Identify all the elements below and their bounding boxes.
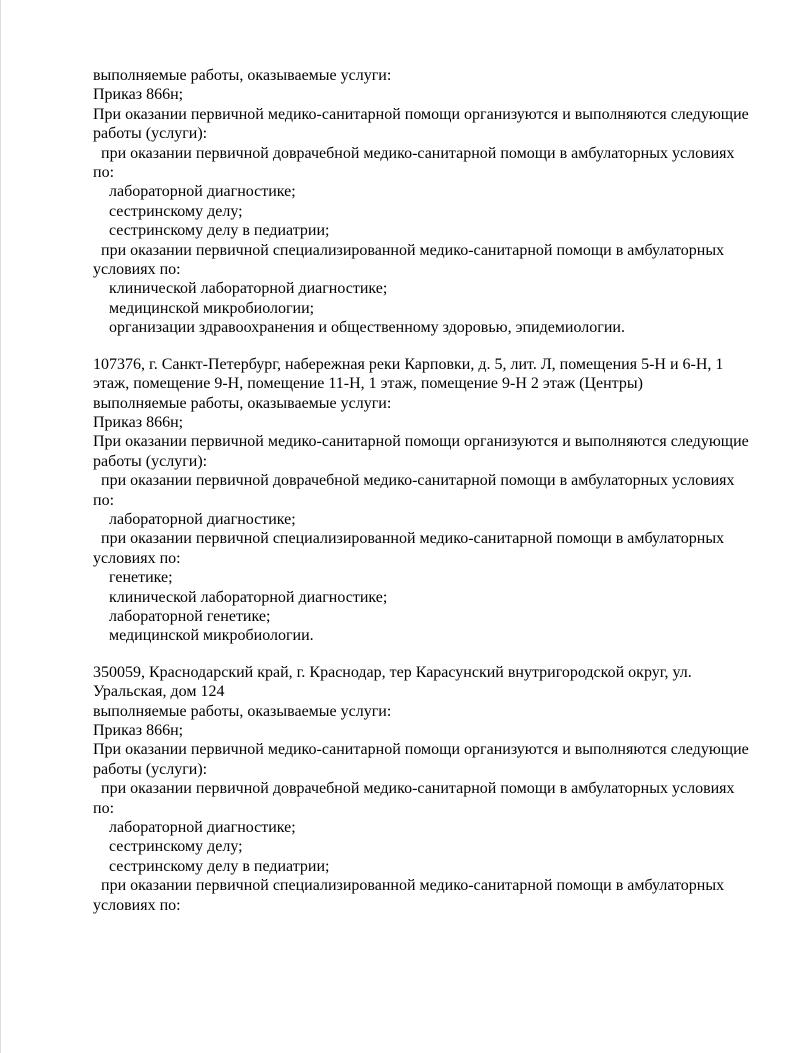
text-line: сестринскому делу; (93, 838, 243, 856)
license-address-block-krasnodar (93, 663, 748, 915)
text-line: лабораторной генетике; (93, 607, 271, 625)
text-line: работы (услуги): (93, 760, 208, 778)
text-line: по: (93, 799, 115, 817)
text-line: по: (93, 164, 115, 182)
text-line: сестринскому делу; (93, 202, 243, 220)
text-line: Приказ 866н; (93, 86, 184, 104)
text-line: При оказании первичной медико-санитарной помощи организуются и выполняются следующие (93, 433, 749, 451)
text-line: медицинской микробиологии; (93, 299, 315, 317)
text-line: условиях по: (93, 896, 181, 914)
text-line: организации здравоохранения и общественному здоровью, эпидемиологии. (93, 319, 625, 337)
text-line: работы (услуги): (93, 452, 208, 470)
text-line: При оказании первичной медико-санитарной помощи организуются и выполняются следующие (93, 741, 749, 759)
text-line: при оказании первичной специализированной медико-санитарной помощи в амбулаторных (93, 530, 725, 548)
text-line: при оказании первичной доврачебной медико-санитарной помощи в амбулаторных условиях (93, 780, 735, 798)
text-line: выполняемые работы, оказываемые услуги: (93, 702, 392, 720)
text-line: При оказании первичной медико-санитарной помощи организуются и выполняются следующие (93, 105, 749, 123)
text-line: условиях по: (93, 261, 181, 279)
text-line: генетике; (93, 569, 173, 587)
text-line: выполняемые работы, оказываемые услуги: (93, 394, 392, 412)
text-line: Приказ 866н; (93, 722, 184, 739)
text-line: Уральская, дом 124 (93, 683, 225, 701)
license-services-block (93, 66, 748, 338)
text-line: выполняемые работы, оказываемые услуги: (93, 67, 392, 84)
text-line: медицинской микробиологии. (93, 627, 314, 645)
text-line: при оказании первичной доврачебной медико-санитарной помощи в амбулаторных условиях (93, 472, 735, 490)
license-address-block-spb (93, 355, 748, 646)
text-line: сестринскому делу в педиатрии; (93, 222, 330, 240)
text-line: при оказании первичной специализированной медико-санитарной помощи в амбулаторных (93, 241, 725, 259)
text-line: при оказании первичной специализированной медико-санитарной помощи в амбулаторных (93, 877, 725, 895)
text-line: условиях по: (93, 549, 181, 567)
text-line: 107376, г. Санкт-Петербург, набережная реки Карповки, д. 5, лит. Л, помещения 5-Н и 6-Н, 1 (93, 355, 724, 373)
text-line: при оказании первичной доврачебной медико-санитарной помощи в амбулаторных условиях (93, 144, 735, 162)
text-line: по: (93, 491, 115, 509)
text-line: клинической лабораторной диагностике; (93, 588, 388, 606)
text-line: Приказ 866н; (93, 413, 184, 431)
text-line: лабораторной диагностике; (93, 819, 296, 837)
text-line: лабораторной диагностике; (93, 183, 296, 201)
text-line: 350059, Краснодарский край, г. Краснодар, тер Карасунский внутригородской округ, ул. (93, 663, 692, 681)
text-line: клинической лабораторной диагностике; (93, 280, 388, 298)
text-line: сестринскому делу в педиатрии; (93, 857, 330, 875)
text-line: этаж, помещение 9-Н, помещение 11-Н, 1 этаж, помещение 9-Н 2 этаж (Центры) (93, 375, 643, 393)
text-line: работы (услуги): (93, 125, 208, 143)
text-line: лабораторной диагностике; (93, 510, 296, 528)
